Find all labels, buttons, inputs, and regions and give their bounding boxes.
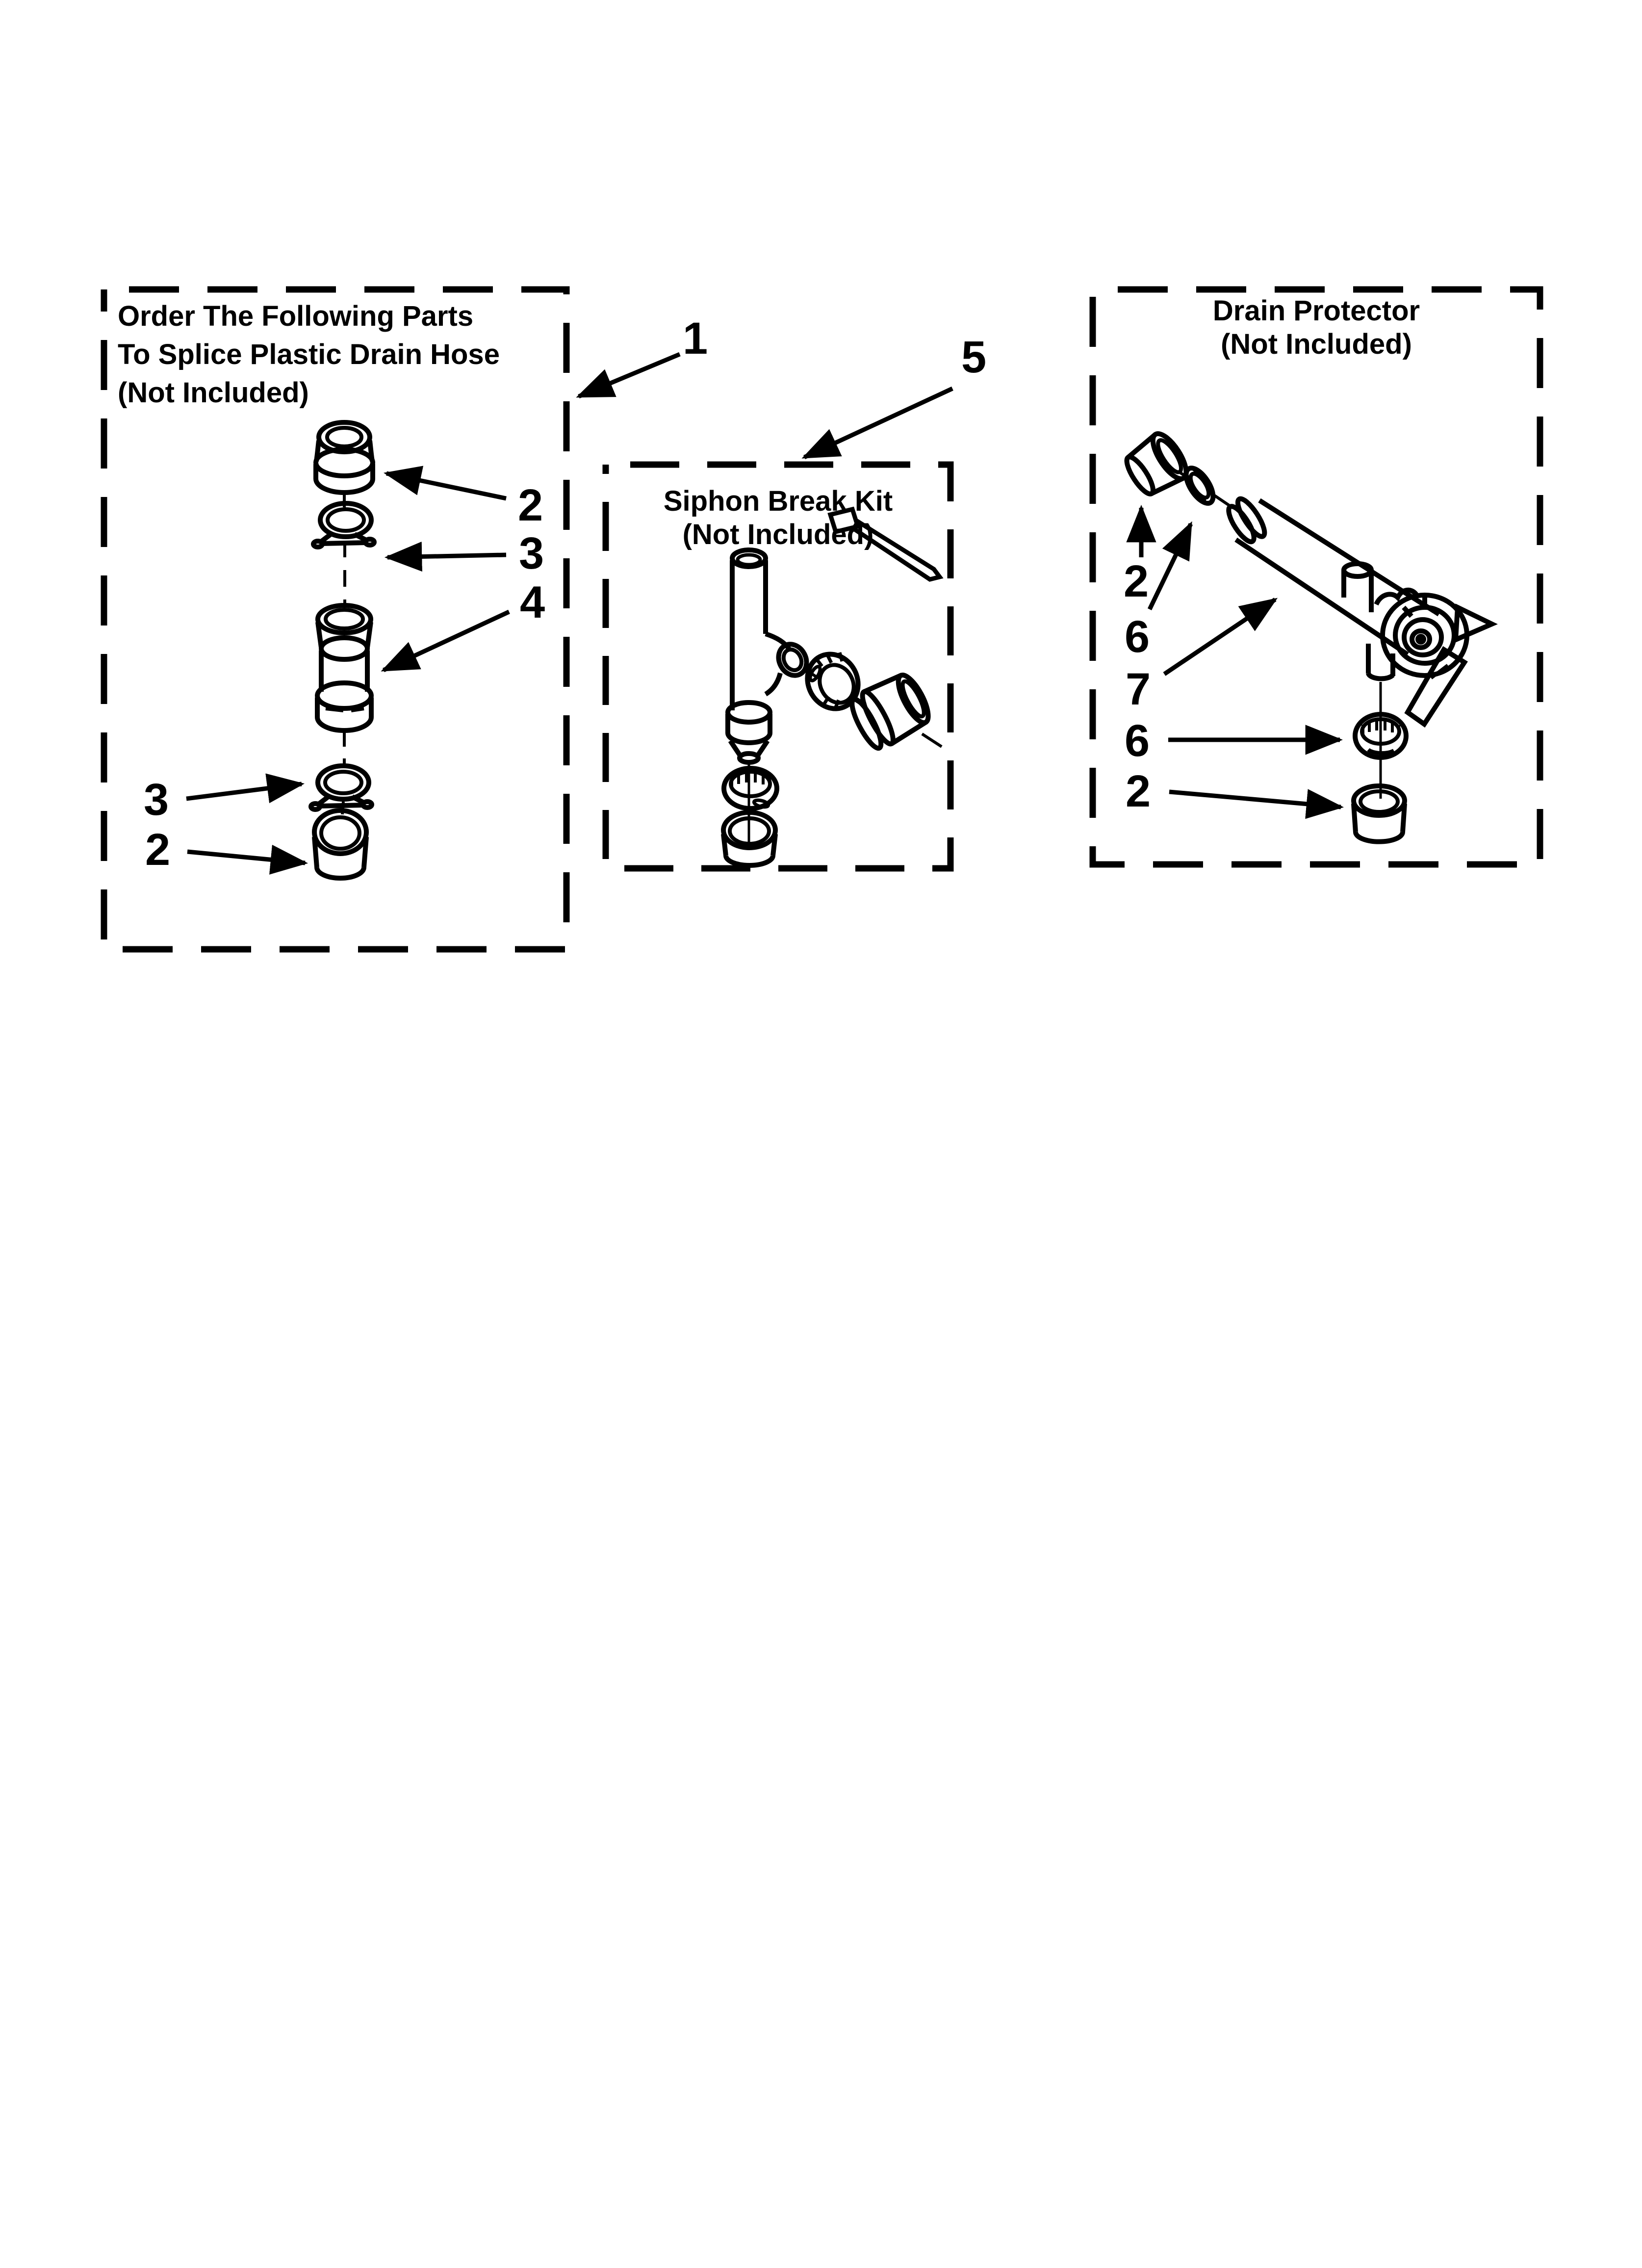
drain-coupling-top-icon — [1120, 429, 1192, 501]
callout-label-1: 1 — [683, 313, 708, 364]
callout-arrow-2-top — [386, 473, 506, 498]
callout-arrow-d7 — [1164, 600, 1275, 674]
callout-arrow-1 — [579, 354, 680, 396]
callout-arrow-3-bottom — [186, 784, 302, 799]
drain-box-title — [1093, 294, 1540, 361]
drain-clamp-top-icon — [1181, 464, 1219, 507]
callout-label-d2-top: 2 — [1124, 556, 1149, 606]
callout-arrow-5 — [804, 389, 952, 457]
drain-box-title-line2: (Not Included) — [1221, 328, 1412, 360]
siphon-box-title — [606, 485, 950, 551]
callout-arrow-3-top — [387, 555, 506, 557]
callout-label-5: 5 — [961, 332, 987, 382]
splice-box-title-line1: Order The Following Parts — [118, 300, 474, 332]
siphon-break-pipe-icon — [728, 550, 942, 848]
callout-label-2-bottom: 2 — [145, 825, 171, 875]
splice-box-title — [118, 297, 500, 412]
siphon-ring-icon — [724, 768, 777, 808]
drain-coupling-bottom-icon — [1354, 786, 1405, 842]
callout-label-d6-top: 6 — [1125, 612, 1150, 662]
siphon-box-title-line1: Siphon Break Kit — [663, 485, 893, 517]
callout-label-3-top: 3 — [519, 528, 544, 578]
callout-label-3-bottom: 3 — [144, 775, 169, 825]
splice-connector-icon — [317, 605, 371, 730]
callout-arrow-d2-bottom — [1169, 792, 1341, 807]
siphon-box-title-line2: (Not Included) — [682, 519, 874, 550]
drain-box-title-line1: Drain Protector — [1212, 295, 1420, 327]
splice-box-title-line2: To Splice Plastic Drain Hose — [118, 339, 500, 370]
callout-label-2-top: 2 — [518, 480, 543, 530]
callout-label-d6-bottom: 6 — [1125, 716, 1150, 766]
splice-box-title-line3: (Not Included) — [118, 377, 309, 409]
callout-label-d2-bottom: 2 — [1126, 766, 1151, 816]
callout-arrow-2-bottom — [187, 852, 305, 863]
callout-label-d7: 7 — [1126, 664, 1151, 714]
hose-coupling-top-icon — [316, 422, 373, 493]
callout-arrow-4 — [384, 612, 509, 670]
hose-clamp-bottom-icon — [311, 766, 372, 809]
callout-label-4: 4 — [520, 577, 545, 627]
drain-protector-tube-icon — [1224, 495, 1492, 799]
hose-coupling-bottom-icon — [314, 810, 366, 878]
siphon-clamp-icon — [798, 645, 868, 718]
hose-clamp-top-icon — [313, 503, 374, 547]
